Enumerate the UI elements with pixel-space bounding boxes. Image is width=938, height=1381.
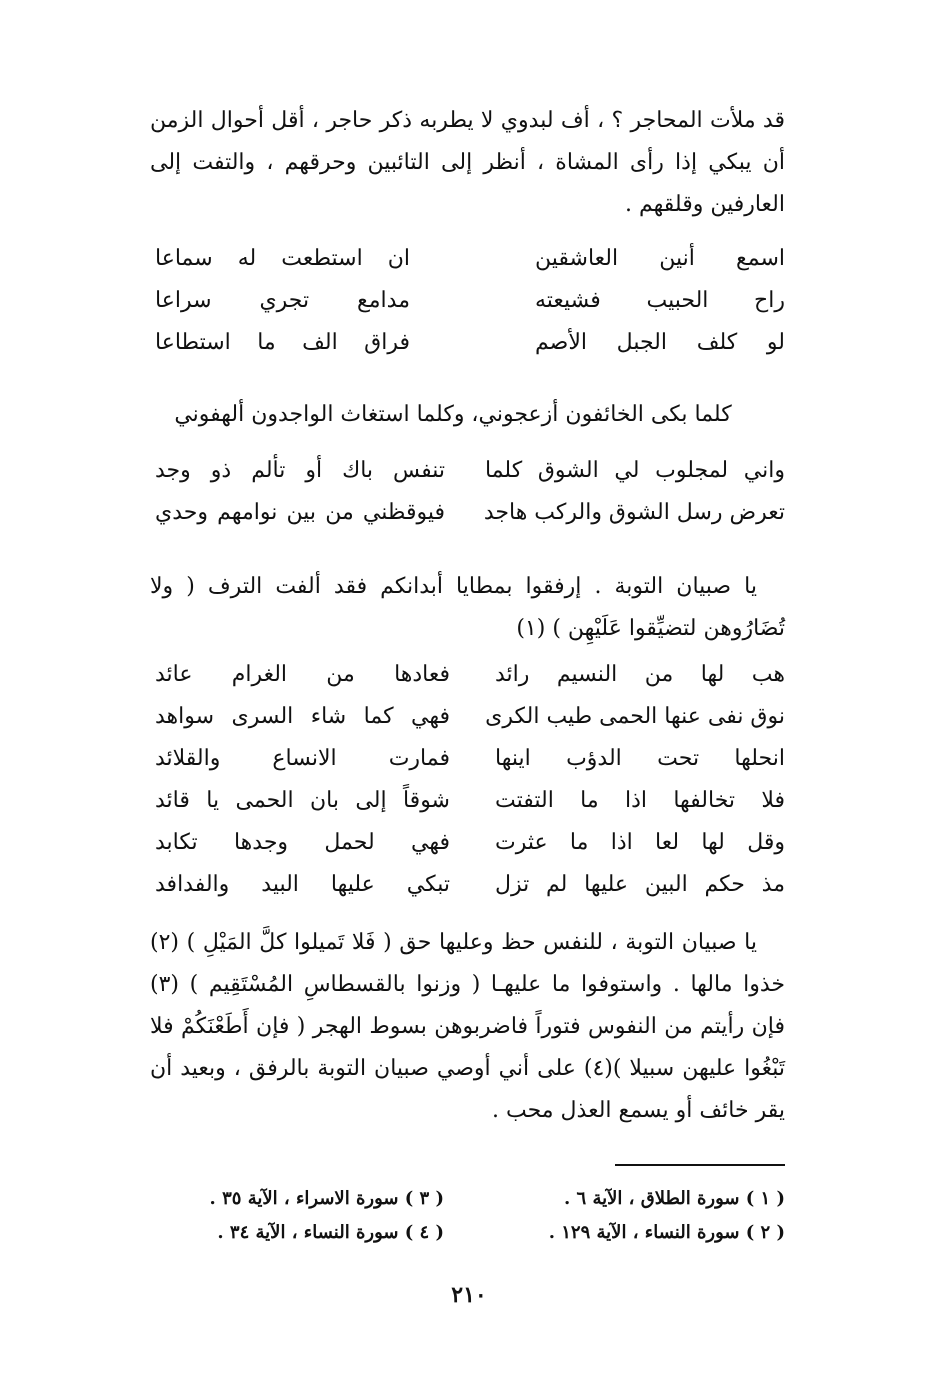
verse-first-hemistich: وقل لها لعا اذا ما عثرت — [495, 830, 785, 855]
verse — [150, 822, 785, 864]
verse-first-hemistich: نوق نفى عنها الحمى طيب الكرى — [485, 704, 785, 729]
footnote: ( ٣ ) سورة الاسراء ، الآية ٣٥ . — [209, 1188, 444, 1209]
verse-first-hemistich: هب لها من النسيم رائد — [495, 662, 785, 687]
paragraph-2-text: يا صبيان التوبة . إرفقوا بمطايا أبدانكم فقد ألفت الترف ( ولا تُضَارُوهن لتضيِّقوا عَلَيْهِن ) (١) — [150, 574, 785, 641]
verse — [150, 450, 785, 492]
single-line: كلما بكى الخائفون أزعجوني، وكلما استغاث الواجدون ألهفوني — [174, 402, 732, 427]
footnote-divider — [615, 1164, 785, 1166]
verse — [150, 322, 785, 364]
verse-second-hemistich: ان استطعت له سماعا — [155, 246, 410, 271]
verse-first-hemistich: واني لمجلوب لي الشوق كلما — [485, 458, 785, 483]
verse — [150, 280, 785, 322]
verse-second-hemistich: مدامع تجري سراعا — [155, 288, 410, 313]
verse-second-hemistich: تبكي عليها البيد والفدافد — [155, 872, 450, 897]
poem-2 — [150, 450, 785, 534]
intro-text: قد ملأت المحاجر ؟ ، أف لبدوي لا يطربه ذكر حاجر ، أقل أحوال الزمن أن يبكي إذا رأى المشاة ، أنظر إلى التائبين وحرقهم ، والتفت إلى العارفين وقلقهم . — [150, 108, 785, 217]
footnote: ( ١ ) سورة الطلاق ، الآية ٦ . — [563, 1188, 785, 1209]
verse-second-hemistich: تنفس باك أو تألم ذو وجد — [155, 458, 445, 483]
verse — [150, 864, 785, 906]
verse — [150, 238, 785, 280]
verse — [150, 696, 785, 738]
verse-first-hemistich: تعرض رسل الشوق والركب هاجد — [483, 500, 785, 525]
verse-second-hemistich: فهي كما شاء السرى سواهد — [155, 704, 450, 729]
verse-first-hemistich: مذ حكم البين عليها لم تزل — [495, 872, 785, 897]
verse-second-hemistich: فعادها من الغرام عائد — [155, 662, 450, 687]
paragraph-2 — [150, 566, 785, 650]
intro-paragraph — [150, 100, 785, 226]
verse-second-hemistich: فيوقظني من بين نوامهم وحدي — [155, 500, 445, 525]
verse — [150, 738, 785, 780]
verse-first-hemistich: لو كلف الجبل الأصم — [535, 330, 785, 355]
verse-first-hemistich: فلا تخالفها اذا ما التفتت — [495, 788, 785, 813]
verse-second-hemistich: فمارت الانساع والقلائد — [155, 746, 450, 771]
verse-first-hemistich: اسمع أنين العاشقين — [535, 246, 785, 271]
verse-first-hemistich: راح الحبيب فشيعته — [535, 288, 785, 313]
page-number: ٢١٠ — [451, 1282, 487, 1308]
verse-first-hemistich: انحلها تحت الدؤب اينها — [495, 746, 785, 771]
verse — [150, 654, 785, 696]
footnote: ( ٢ ) سورة النساء ، الآية ١٢٩ . — [548, 1222, 785, 1243]
verse-second-hemistich: فراق الف ما استطاعا — [155, 330, 410, 355]
poem-1 — [150, 238, 785, 364]
paragraph-3 — [150, 922, 785, 1132]
verse-second-hemistich: فهي لحمل وجدها تكابد — [155, 830, 450, 855]
verse-second-hemistich: شوقاً إلى بان الحمى يا قائد — [155, 788, 450, 813]
verse — [150, 492, 785, 534]
verse — [150, 780, 785, 822]
footnote: ( ٤ ) سورة النساء ، الآية ٣٤ . — [217, 1222, 444, 1243]
paragraph-3-text: يا صبيان التوبة ، للنفس حظ وعليها حق ( فَلا تَميلوا كلَّ المَيْلِ ) (٢) خذوا مالها . واستوفوا ما عليهـا ( وزنوا بالقسطاسِ المُسْتَقِيم ) (٣) فإن رأيتم من النفوس فتوراً فاضربوهن بسوط الهجر ( فإن أَطَعْنَكُمْ فلا تَبْغُوا عليهن سبيلا )(٤) على أني أوصي صبيان التوبة بالرفق ، وبعيد أن يقر خائف أو يسمع العذل محب . — [150, 930, 785, 1123]
poem-3 — [150, 654, 785, 906]
